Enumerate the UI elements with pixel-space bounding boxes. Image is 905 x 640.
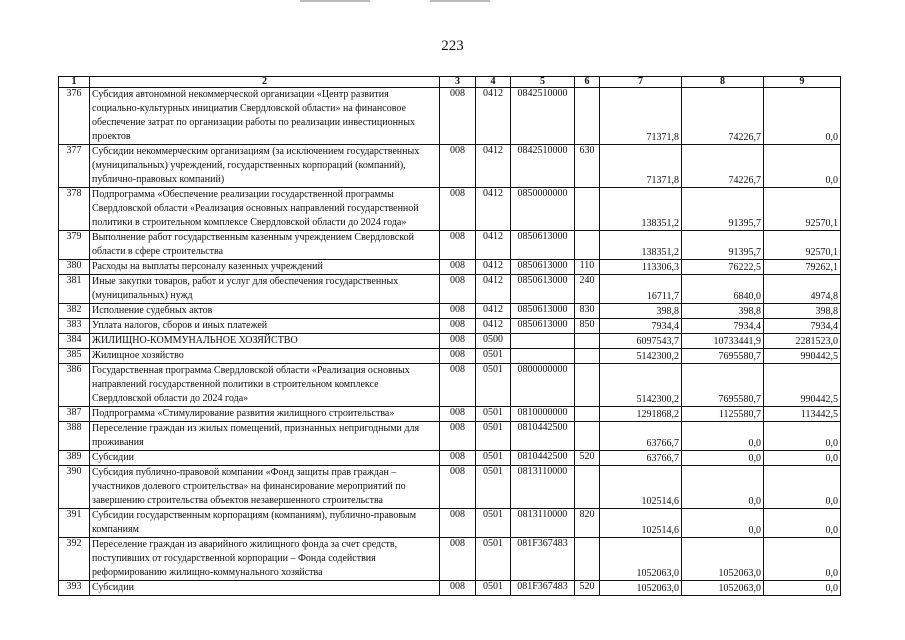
code-section: 0412 xyxy=(476,260,511,275)
code-target xyxy=(511,349,575,364)
value-col-9: 0,0 xyxy=(764,145,841,188)
budget-table xyxy=(58,76,841,596)
code-section: 0501 xyxy=(476,407,511,422)
row-name: Субсидии некоммерческим организациям (за исключением государственных (муниципальных) учреждений, государственных корпораций (компаний), публично-правовых компаний) xyxy=(90,145,440,188)
table-row xyxy=(59,466,841,509)
row-number: 384 xyxy=(59,334,90,349)
row-number: 379 xyxy=(59,231,90,260)
code-section: 0501 xyxy=(476,581,511,596)
value-col-7: 1052063,0 xyxy=(600,538,682,581)
code-admin: 008 xyxy=(440,538,476,581)
code-expense-type: 110 xyxy=(575,260,600,275)
code-admin: 008 xyxy=(440,364,476,407)
value-col-7: 138351,2 xyxy=(600,231,682,260)
value-col-8: 0,0 xyxy=(682,509,764,538)
code-target: 0810442500 xyxy=(511,451,575,466)
table-row xyxy=(59,275,841,304)
value-col-8: 6840,0 xyxy=(682,275,764,304)
code-expense-type: 630 xyxy=(575,145,600,188)
code-admin: 008 xyxy=(440,260,476,275)
row-name: Расходы на выплаты персоналу казенных учреждений xyxy=(90,260,440,275)
row-number: 382 xyxy=(59,304,90,319)
row-name: Субсидии xyxy=(90,581,440,596)
value-col-8: 7695580,7 xyxy=(682,364,764,407)
table-row xyxy=(59,319,841,334)
row-number: 376 xyxy=(59,88,90,145)
table-row xyxy=(59,334,841,349)
row-number: 387 xyxy=(59,407,90,422)
value-col-9: 0,0 xyxy=(764,466,841,509)
value-col-7: 71371,8 xyxy=(600,88,682,145)
value-col-9: 92570,1 xyxy=(764,188,841,231)
table-row xyxy=(59,581,841,596)
value-col-8: 7934,4 xyxy=(682,319,764,334)
value-col-9: 990442,5 xyxy=(764,349,841,364)
row-name: Субсидии xyxy=(90,451,440,466)
code-section: 0412 xyxy=(476,188,511,231)
code-target: 0850000000 xyxy=(511,188,575,231)
value-col-7: 5142300,2 xyxy=(600,349,682,364)
row-name: Уплата налогов, сборов и иных платежей xyxy=(90,319,440,334)
value-col-7: 63766,7 xyxy=(600,451,682,466)
code-admin: 008 xyxy=(440,304,476,319)
table-row xyxy=(59,407,841,422)
table-row xyxy=(59,509,841,538)
header-col-5: 5 xyxy=(511,77,575,88)
value-col-7: 7934,4 xyxy=(600,319,682,334)
page-number: 223 xyxy=(441,38,464,54)
code-expense-type xyxy=(575,466,600,509)
code-expense-type xyxy=(575,188,600,231)
row-number: 380 xyxy=(59,260,90,275)
row-number: 388 xyxy=(59,422,90,451)
code-expense-type xyxy=(575,364,600,407)
code-admin: 008 xyxy=(440,466,476,509)
header-col-1: 1 xyxy=(59,77,90,88)
code-admin: 008 xyxy=(440,349,476,364)
code-section: 0412 xyxy=(476,304,511,319)
code-target: 081F367483 xyxy=(511,538,575,581)
header-col-9: 9 xyxy=(764,77,841,88)
header-col-6: 6 xyxy=(575,77,600,88)
value-col-9: 2281523,0 xyxy=(764,334,841,349)
table-row xyxy=(59,349,841,364)
value-col-7: 16711,7 xyxy=(600,275,682,304)
row-name: Исполнение судебных актов xyxy=(90,304,440,319)
value-col-7: 1052063,0 xyxy=(600,581,682,596)
value-col-9: 7934,4 xyxy=(764,319,841,334)
value-col-9: 0,0 xyxy=(764,581,841,596)
value-col-8: 0,0 xyxy=(682,466,764,509)
code-target: 0842510000 xyxy=(511,88,575,145)
value-col-7: 63766,7 xyxy=(600,422,682,451)
row-name: Иные закупки товаров, работ и услуг для обеспечения государственных (муниципальных) нужд xyxy=(90,275,440,304)
code-admin: 008 xyxy=(440,188,476,231)
code-admin: 008 xyxy=(440,451,476,466)
code-admin: 008 xyxy=(440,145,476,188)
code-admin: 008 xyxy=(440,581,476,596)
code-admin: 008 xyxy=(440,509,476,538)
value-col-9: 990442,5 xyxy=(764,364,841,407)
code-section: 0412 xyxy=(476,275,511,304)
code-target: 0800000000 xyxy=(511,364,575,407)
table-row xyxy=(59,451,841,466)
value-col-8: 0,0 xyxy=(682,451,764,466)
value-col-9: 0,0 xyxy=(764,422,841,451)
code-section: 0412 xyxy=(476,231,511,260)
code-section: 0501 xyxy=(476,422,511,451)
code-target: 0850613000 xyxy=(511,231,575,260)
table-row xyxy=(59,231,841,260)
code-admin: 008 xyxy=(440,275,476,304)
code-target: 0850613000 xyxy=(511,260,575,275)
row-name: Субсидия автономной некоммерческой организации «Центр развития социально-культурных инициатив Свердловской области» на финансовое обеспечение затрат по организации работы по реализации инвестиционных проектов xyxy=(90,88,440,145)
code-expense-type xyxy=(575,538,600,581)
row-number: 386 xyxy=(59,364,90,407)
value-col-8: 74226,7 xyxy=(682,88,764,145)
code-admin: 008 xyxy=(440,407,476,422)
code-section: 0501 xyxy=(476,364,511,407)
code-section: 0501 xyxy=(476,349,511,364)
code-target: 0810000000 xyxy=(511,407,575,422)
code-target: 0850613000 xyxy=(511,275,575,304)
value-col-7: 398,8 xyxy=(600,304,682,319)
value-col-7: 5142300,2 xyxy=(600,364,682,407)
table-row xyxy=(59,304,841,319)
value-col-8: 76222,5 xyxy=(682,260,764,275)
code-admin: 008 xyxy=(440,319,476,334)
row-number: 385 xyxy=(59,349,90,364)
code-target xyxy=(511,334,575,349)
value-col-9: 4974,8 xyxy=(764,275,841,304)
row-name: Жилищное хозяйство xyxy=(90,349,440,364)
table-row xyxy=(59,188,841,231)
table-row xyxy=(59,422,841,451)
row-number: 381 xyxy=(59,275,90,304)
code-expense-type: 520 xyxy=(575,451,600,466)
value-col-7: 102514,6 xyxy=(600,466,682,509)
row-name: Подпрограмма «Стимулирование развития жилищного строительства» xyxy=(90,407,440,422)
table-body xyxy=(59,88,841,596)
value-col-9: 0,0 xyxy=(764,451,841,466)
code-section: 0412 xyxy=(476,319,511,334)
code-expense-type xyxy=(575,334,600,349)
value-col-7: 102514,6 xyxy=(600,509,682,538)
value-col-9: 398,8 xyxy=(764,304,841,319)
value-col-7: 1291868,2 xyxy=(600,407,682,422)
row-name: Субсидия публично-правовой компании «Фонд защиты прав граждан – участников долевого строительства» на финансирование мероприятий по завершению строительства объектов незавершенного строительства xyxy=(90,466,440,509)
code-expense-type: 820 xyxy=(575,509,600,538)
code-expense-type xyxy=(575,231,600,260)
scan-edge-mark xyxy=(300,0,370,2)
code-target: 081F367483 xyxy=(511,581,575,596)
row-number: 389 xyxy=(59,451,90,466)
value-col-8: 91395,7 xyxy=(682,188,764,231)
code-admin: 008 xyxy=(440,422,476,451)
code-expense-type: 850 xyxy=(575,319,600,334)
header-col-8: 8 xyxy=(682,77,764,88)
value-col-8: 10733441,9 xyxy=(682,334,764,349)
value-col-8: 1125580,7 xyxy=(682,407,764,422)
code-expense-type xyxy=(575,88,600,145)
code-expense-type: 240 xyxy=(575,275,600,304)
value-col-8: 0,0 xyxy=(682,422,764,451)
value-col-8: 398,8 xyxy=(682,304,764,319)
scan-edge-mark xyxy=(430,0,490,2)
code-expense-type xyxy=(575,349,600,364)
value-col-8: 91395,7 xyxy=(682,231,764,260)
value-col-9: 0,0 xyxy=(764,88,841,145)
value-col-8: 7695580,7 xyxy=(682,349,764,364)
header-col-2: 2 xyxy=(90,77,440,88)
code-expense-type xyxy=(575,407,600,422)
code-target: 0813110000 xyxy=(511,466,575,509)
table-row xyxy=(59,538,841,581)
value-col-8: 74226,7 xyxy=(682,145,764,188)
value-col-9: 92570,1 xyxy=(764,231,841,260)
row-name: Субсидии государственным корпорациям (компаниям), публично-правовым компаниям xyxy=(90,509,440,538)
value-col-7: 138351,2 xyxy=(600,188,682,231)
table-row xyxy=(59,260,841,275)
table-row xyxy=(59,364,841,407)
value-col-8: 1052063,0 xyxy=(682,538,764,581)
code-target: 0850613000 xyxy=(511,319,575,334)
code-expense-type: 830 xyxy=(575,304,600,319)
row-number: 393 xyxy=(59,581,90,596)
code-target: 0842510000 xyxy=(511,145,575,188)
header-col-4: 4 xyxy=(476,77,511,88)
row-name: Государственная программа Свердловской области «Реализация основных направлений государственной политики в строительном комплексе Свердловской области до 2024 года» xyxy=(90,364,440,407)
code-section: 0501 xyxy=(476,466,511,509)
value-col-9: 0,0 xyxy=(764,509,841,538)
row-number: 390 xyxy=(59,466,90,509)
code-expense-type xyxy=(575,422,600,451)
code-section: 0501 xyxy=(476,451,511,466)
value-col-8: 1052063,0 xyxy=(682,581,764,596)
value-col-9: 79262,1 xyxy=(764,260,841,275)
header-col-3: 3 xyxy=(440,77,476,88)
code-section: 0501 xyxy=(476,538,511,581)
row-name: ЖИЛИЩНО-КОММУНАЛЬНОЕ ХОЗЯЙСТВО xyxy=(90,334,440,349)
value-col-9: 0,0 xyxy=(764,538,841,581)
value-col-7: 6097543,7 xyxy=(600,334,682,349)
code-admin: 008 xyxy=(440,88,476,145)
code-expense-type: 520 xyxy=(575,581,600,596)
header-col-7: 7 xyxy=(600,77,682,88)
row-number: 392 xyxy=(59,538,90,581)
row-name: Подпрограмма «Обеспечение реализации государственной программы Свердловской области «Реализация основных направлений государственной политики в строительном комплексе Свердловской области до 2024 года» xyxy=(90,188,440,231)
budget-table-wrapper xyxy=(58,76,840,596)
table-row xyxy=(59,145,841,188)
table-row xyxy=(59,88,841,145)
table-header-row xyxy=(59,77,841,88)
code-admin: 008 xyxy=(440,334,476,349)
row-number: 377 xyxy=(59,145,90,188)
code-admin: 008 xyxy=(440,231,476,260)
value-col-7: 71371,8 xyxy=(600,145,682,188)
row-name: Переселение граждан из аварийного жилищного фонда за счет средств, поступивших от государственной корпорации – Фонда содействия реформированию жилищно-коммунального хозяйства xyxy=(90,538,440,581)
code-target: 0850613000 xyxy=(511,304,575,319)
code-target: 0813110000 xyxy=(511,509,575,538)
value-col-9: 113442,5 xyxy=(764,407,841,422)
code-section: 0501 xyxy=(476,509,511,538)
code-section: 0412 xyxy=(476,145,511,188)
row-number: 391 xyxy=(59,509,90,538)
row-number: 383 xyxy=(59,319,90,334)
row-number: 378 xyxy=(59,188,90,231)
row-name: Переселение граждан из жилых помещений, признанных непригодными для проживания xyxy=(90,422,440,451)
code-section: 0412 xyxy=(476,88,511,145)
code-target: 0810442500 xyxy=(511,422,575,451)
code-section: 0500 xyxy=(476,334,511,349)
row-name: Выполнение работ государственным казенным учреждением Свердловской области в сфере строительства xyxy=(90,231,440,260)
value-col-7: 113306,3 xyxy=(600,260,682,275)
